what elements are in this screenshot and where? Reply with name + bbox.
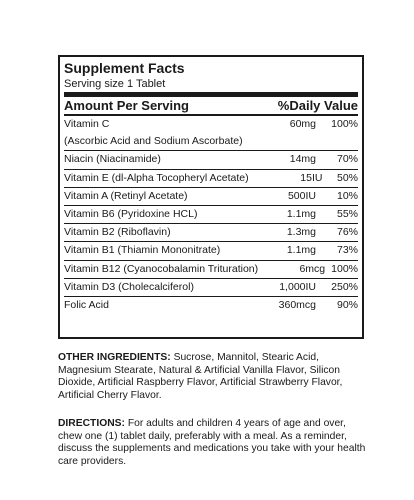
nutrient-name: Niacin (Niacinamide): [64, 153, 161, 166]
nutrient-amount: 60mg: [289, 118, 316, 130]
nutrient-row: [64, 116, 358, 133]
other-ingredients: [58, 352, 370, 402]
nutrient-daily-value: 250%: [331, 280, 358, 293]
nutrient-daily-value: 76%: [336, 226, 358, 239]
supplement-facts-panel: [58, 55, 364, 339]
nutrient-amount: 1.3mg: [286, 226, 316, 239]
nutrient-name: Vitamin A (Retinyl Acetate): [64, 189, 188, 202]
nutrient-daily-value: 73%: [336, 244, 358, 257]
nutrient-name: (Ascorbic Acid and Sodium Ascorbate): [64, 135, 243, 148]
nutrient-daily-value: 50%: [336, 171, 358, 184]
nutrient-name: Vitamin B6 (Pyridoxine HCL): [64, 207, 198, 220]
nutrient-row: [64, 261, 358, 279]
nutrient-daily-value: 90%: [336, 298, 358, 311]
nutrient-amount: 1,000IU: [279, 280, 316, 293]
nutrient-row: [64, 242, 358, 260]
daily-value-header: %Daily Value: [277, 98, 358, 113]
nutrient-name: Folic Acid: [64, 298, 109, 311]
nutrient-name: Vitamin B12 (Cyanocobalamin Trituration): [64, 262, 259, 275]
nutrient-amount: 1.1mg: [286, 207, 316, 220]
nutrient-name: Vitamin D3 (Cholecalciferol): [64, 280, 194, 293]
nutrient-daily-value: 70%: [336, 153, 358, 166]
nutrient-name: Vitamin B1 (Thiamin Mononitrate): [64, 244, 221, 257]
nutrient-rows: [64, 116, 358, 314]
nutrient-amount: 6mcg: [299, 262, 326, 275]
directions: [58, 418, 370, 468]
nutrient-daily-value: 100%: [331, 118, 358, 130]
other-ingredients-label: OTHER INGREDIENTS:: [58, 352, 171, 363]
nutrient-daily-value: 100%: [331, 262, 358, 275]
facts-header-row: [64, 97, 358, 116]
directions-text: For adults and children 4 years of age and over, chew one (1) tablet daily, preferably with a meal. As a reminder, discuss the supplements and medications you take with your health care providers.: [58, 418, 366, 467]
directions-label: DIRECTIONS:: [58, 418, 125, 429]
nutrient-row: [64, 170, 358, 188]
nutrient-row: [64, 297, 358, 314]
serving-size: Serving size 1 Tablet: [64, 77, 358, 97]
nutrient-row: [64, 206, 358, 224]
nutrient-row: [64, 151, 358, 169]
nutrient-amount: 360mcg: [278, 298, 316, 311]
nutrient-row: [64, 133, 358, 151]
facts-title: Supplement Facts: [64, 60, 185, 76]
nutrient-amount: 1.1mg: [286, 244, 316, 257]
nutrient-amount: 15IU: [300, 171, 323, 184]
nutrient-name: Vitamin C: [64, 118, 110, 130]
other-ingredients-text: Sucrose, Mannitol, Stearic Acid, Magnesium Stearate, Natural & Artificial Vanilla Flavor, Silicon Dioxide, Artificial Raspberry Flavor, Artificial Strawberry Flavor, Artificial Cherry Flavor.: [58, 352, 343, 401]
nutrient-daily-value: 55%: [336, 207, 358, 220]
nutrient-amount: 500IU: [287, 189, 316, 202]
nutrient-name: Vitamin B2 (Riboflavin): [64, 226, 171, 239]
amount-per-serving-header: Amount Per Serving: [64, 98, 189, 113]
nutrient-name: Vitamin E (dl-Alpha Tocopheryl Acetate): [64, 171, 249, 184]
nutrient-amount: 14mg: [289, 153, 316, 166]
nutrient-daily-value: 10%: [336, 189, 358, 202]
nutrient-row: [64, 188, 358, 206]
nutrient-row: [64, 224, 358, 242]
nutrient-row: [64, 279, 358, 297]
